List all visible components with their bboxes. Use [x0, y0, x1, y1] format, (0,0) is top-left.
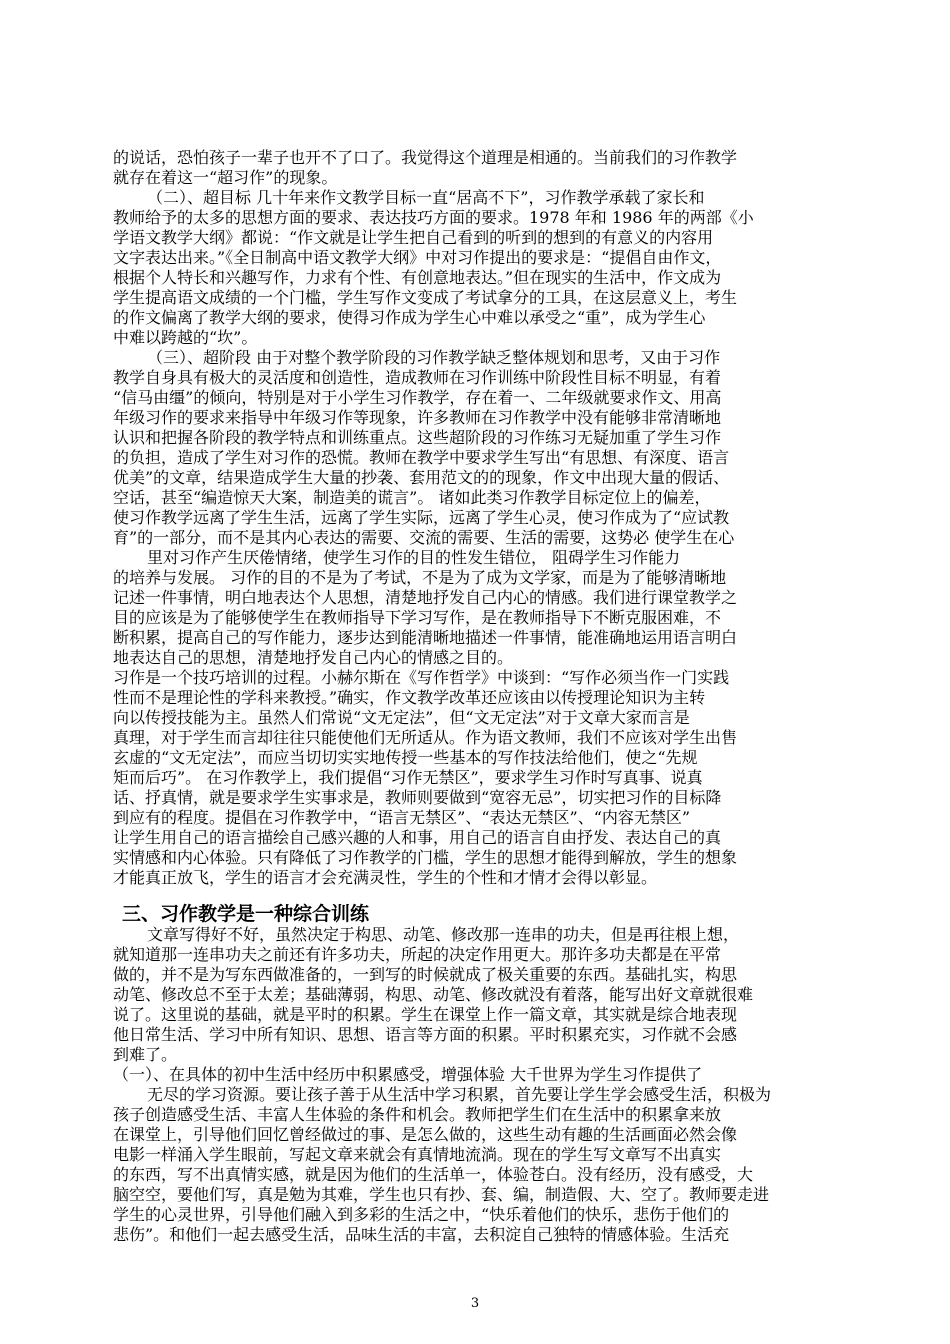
- text-line: 学生的心灵世界，引导他们融入到多彩的生活之中，“快乐着他们的快乐，悲伤于他们的: [113, 1205, 730, 1224]
- text-line: 学生提高语文成绩的一个门槛，学生写作文变成了考试拿分的工具，在这层意义上，考生: [113, 288, 738, 307]
- text-line: 做的，并不是为写东西做准备的，一到写的时候就成了极关重要的东西。基础扎实，构思: [113, 965, 738, 984]
- text-line: 性而不是理论性的学科来教授。”确实，作文教学改革还应该由以传授理论知识为主转: [113, 688, 706, 707]
- text-line: 话、抒真情，就是要求学生实事求是，教师则要做到“宽容无忌”，切实把习作的目标降: [113, 788, 722, 807]
- text-line: 使习作教学远离了学生生活，远离了学生实际，远离了学生心灵，使习作成为了“应试教: [113, 508, 730, 527]
- text-line: 说了。这里说的基础，就是平时的积累。学生在课堂上作一篇文章，其实就是综合地表现: [113, 1005, 738, 1024]
- page-number: 3: [470, 1296, 480, 1311]
- text-line: 就知道那一连串功夫之前还有许多功夫，所起的决定作用更大。那许多功夫都是在平常: [113, 945, 722, 964]
- text-line: 教师给予的太多的思想方面的要求、表达技巧方面的要求。1978 年和 1986 年的两部《小: [113, 208, 754, 227]
- text-line: 的负担，造成了学生对习作的恐慌。教师在教学中要求学生写出“有思想、有深度、语言: [113, 448, 730, 467]
- text-line: 文字表达出来。”《全日制高中语文教学大纲》中对习作提出的要求是：“提倡自由作文，: [113, 248, 722, 267]
- text-line: 动笔、修改总不至于太差；基础薄弱，构思、动笔、修改就没有着落，能写出好文章就很难: [113, 985, 754, 1004]
- text-line: 实情感和内心体验。只有降低了习作教学的门槛，学生的思想才能得到解放，学生的想象: [113, 848, 738, 867]
- text-line: “信马由缰”的倾向，特别是对于小学生习作教学，存在着一、二年级就要求作文、用高: [113, 388, 722, 407]
- text-line: 到难了。: [113, 1045, 178, 1064]
- text-line: 孩子创造感受生活、丰富人生体验的条件和机会。教师把学生们在生活中的积累拿来放: [113, 1105, 722, 1124]
- text-line: 的作文偏离了教学大纲的要求，使得习作成为学生心中难以承受之“重”，成为学生心: [113, 308, 706, 327]
- text-line: 地表达自己的思想，清楚地抒发自己内心的情感之目的。: [113, 648, 514, 667]
- text-line: 中难以跨越的“坎”。: [113, 328, 258, 347]
- text-line: 无尽的学习资源。要让孩子善于从生活中学习积累，首先要让学生学会感受生活，积极为: [147, 1085, 772, 1104]
- text-line: 矩而后巧”。 在习作教学上，我们提倡“习作无禁区”，要求学生习作时写真事、说真: [113, 768, 703, 787]
- text-line: 到应有的程度。提倡在习作教学中，“语言无禁区”、“表达无禁区”、“内容无禁区”: [113, 808, 691, 827]
- text-line: 玄虚的“文无定法”，而应当切切实实地传授一些基本的写作技法给他们，使之“先规: [113, 748, 698, 767]
- text-line: 习作是一个技巧培训的过程。小赫尔斯在《写作哲学》中谈到：“写作必须当作一门实践: [113, 668, 730, 687]
- text-line: 断积累，提高自己的写作能力，逐步达到能清晰地描述一件事情，能准确地运用语言明白: [113, 628, 738, 647]
- text-line: 让学生用自己的语言描绘自己感兴趣的人和事，用自己的语言自由抒发、表达自己的真: [113, 828, 722, 847]
- text-line: （二）、超目标 几十年来作文教学目标一直“居高不下”，习作教学承载了家长和: [147, 188, 705, 207]
- text-line: 他日常生活、学习中所有知识、思想、语言等方面的积累。平时积累充实，习作就不会感: [113, 1025, 738, 1044]
- text-line: 电影一样涌入学生眼前，写起文章来就会有真情地流淌。现在的学生写文章写不出真实: [113, 1145, 722, 1164]
- text-line: 学语文教学大纲》都说：“作文就是让学生把自己看到的听到的想到的有意义的内容用: [113, 228, 714, 247]
- text-line: 真理，对于学生而言却往往只能使他们无所适从。作为语文教师，我们不应该对学生出售: [113, 728, 738, 747]
- text-line: 里对习作产生厌倦情绪，使学生习作的目的性发生错位， 阻碍学生习作能力: [147, 548, 681, 567]
- text-line: 育”的一部分，而不是其内心表达的需要、交流的需要、生活的需要，这势必 使学生在心: [113, 528, 735, 547]
- text-line: 的东西，写不出真情实感，就是因为他们的生活单一，体验苍白。没有经历，没有感受，大: [113, 1165, 754, 1184]
- text-line: 教学自身具有极大的灵活度和创造性，造成教师在习作训练中阶段性目标不明显，有着: [113, 368, 722, 387]
- text-line: 的培养与发展。 习作的目的不是为了考试，不是为了成为文学家，而是为了能够清晰地: [113, 568, 727, 587]
- text-line: 目的应该是为了能够使学生在教师指导下学习写作，是在教师指导下不断克服困难，不: [113, 608, 722, 627]
- text-line: （一）、在具体的初中生活中经历中积累感受，增强体验 大千世界为学生习作提供了: [113, 1065, 703, 1084]
- text-line: 向以传授技能为主。虽然人们常说“文无定法”，但“文无定法”对于文章大家而言是: [113, 708, 690, 727]
- text-line: 空话，甚至“编造惊天大案，制造美的谎言”。 诸如此类习作教学目标定位上的偏差，: [113, 488, 711, 507]
- text-line: 悲伤”。和他们一起去感受生活，品味生活的丰富，去积淀自己独特的情感体验。生活充: [113, 1225, 730, 1244]
- text-line: 认识和把握各阶段的教学特点和训练重点。这些超阶段的习作练习无疑加重了学生习作: [113, 428, 722, 447]
- text-line: 优美”的文章，结果造成学生大量的抄袭、套用范文的的现象，作文中出现大量的假话、: [113, 468, 730, 487]
- text-line: 记述一件事情，明白地表达个人思想，清楚地抒发自己内心的情感。我们进行课堂教学之: [113, 588, 738, 607]
- text-line: 脑空空，要他们写，真是勉为其难，学生也只有抄、套、编，制造假、大、空了。教师要走进: [113, 1185, 770, 1204]
- section-heading: 三、习作教学是一种综合训练: [122, 903, 370, 925]
- text-line: 的说话，恐怕孩子一辈子也开不了口了。我觉得这个道理是相通的。当前我们的习作教学: [113, 148, 738, 167]
- text-line: 就存在着这一“超习作”的现象。: [113, 168, 338, 187]
- text-line: 文章写得好不好，虽然决定于构思、动笔、修改那一连串的功夫，但是再往根上想，: [147, 925, 740, 944]
- text-line: （三）、超阶段 由于对整个教学阶段的习作教学缺乏整体规划和思考，又由于习作: [147, 348, 721, 367]
- text-line: 年级习作的要求来指导中年级习作等现象，许多教师在习作教学中没有能够非常清晰地: [113, 408, 722, 427]
- text-line: 在课堂上，引导他们回忆曾经做过的事、是怎么做的，这些生动有趣的生活画面必然会像: [113, 1125, 738, 1144]
- text-line: 才能真正放飞，学生的语言才会充满灵性，学生的个性和才情才会得以彰显。: [113, 868, 658, 887]
- text-line: 根据个人特长和兴趣写作，力求有个性、有创意地表达。”但在现实的生活中，作文成为: [113, 268, 722, 287]
